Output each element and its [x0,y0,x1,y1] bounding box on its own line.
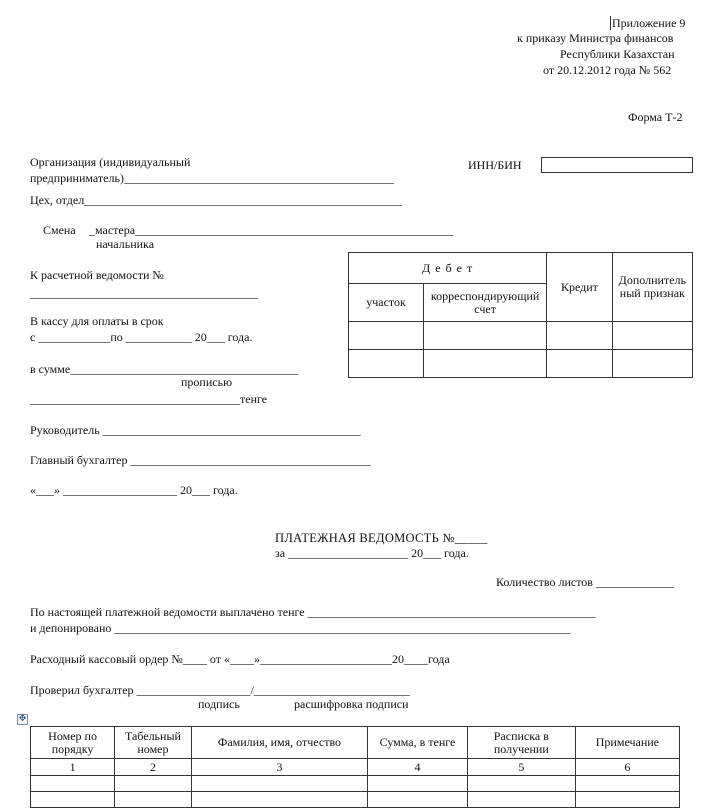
dop-header [612,253,692,322]
date-line: «___» ___________________ 20___ года. [30,483,238,497]
org-line: предприниматель)_____________________________________________ [30,171,394,185]
table-cell[interactable] [575,776,679,792]
col-number-6: 6 [575,759,679,776]
period-line: за ____________________ 20___ года. [275,546,469,560]
smena-label: Смена [43,223,76,237]
payroll-table [30,726,680,808]
korr-header [424,284,547,322]
table-cell[interactable] [424,350,547,378]
inn-label: ИНН/БИН [468,158,522,172]
table-cell[interactable] [612,322,692,350]
sheet-count-line: Количество листов _____________ [496,575,674,589]
col-header-receipt [467,727,575,759]
table-cell[interactable] [424,322,547,350]
k-raschet-label: К расчетной ведомости № [30,268,164,282]
col-number-3: 3 [191,759,367,776]
cash-order-line: Расходный кассовый ордер №____ от «____»______________________20____года [30,652,450,666]
dop-header-line2: ный признак [619,286,685,300]
header-line-1: Приложение 9 [612,16,686,30]
uchastok-header: участок [349,284,424,322]
header-line-4: от 20.12.2012 года № 562 [543,63,672,77]
header-line-2: к приказу Министра финансов [517,31,674,45]
header-line-3: Республики Казахстан [560,47,675,61]
glavbuh-line: Главный бухгалтер ________________________________________ [30,453,371,467]
col-header-sum: Сумма, в тенге [368,727,468,759]
korr-header-line2: счет [474,301,496,316]
col-header-number-line2: порядку [51,741,94,756]
table-cell[interactable] [115,776,192,792]
text-cursor [610,16,611,30]
col-header-number [31,727,115,759]
paid-line: По настоящей платежной ведомости выплачено тенге ________________________________________________ [30,605,596,619]
table-cell[interactable] [612,350,692,378]
kredit-header: Кредит [547,253,612,322]
org-label: Организация (индивидуальный [30,155,191,169]
table-cell[interactable] [349,350,424,378]
v-summe-line: в сумме______________________________________ [30,362,299,376]
col-header-number-line1: Номер по [48,728,97,743]
table-cell[interactable] [547,350,612,378]
col-header-receipt-line1: Расписка в [493,728,549,743]
col-header-receipt-line2: получении [493,741,549,756]
table-cell[interactable] [31,776,115,792]
smena-line: _мастера_____________________________________________________ [89,223,454,237]
inn-field[interactable] [541,157,693,173]
col-number-2: 2 [115,759,192,776]
accounting-row [349,350,693,378]
col-header-tab [115,727,192,759]
dop-header-line1: Дополнитель [618,273,686,287]
ceh-line: Цех, отдел_____________________________________________________ [30,193,403,207]
table-cell[interactable] [191,776,367,792]
signature-label: подпись [198,697,240,711]
col-header-tab-line2: номер [137,741,169,756]
accounting-table [348,252,693,378]
payroll-number-row [31,759,680,776]
table-cell[interactable] [467,776,575,792]
col-number-5: 5 [467,759,575,776]
tenge-line: ___________________________________тенге [30,392,268,406]
checked-line: Проверил бухгалтер ___________________/__________________________ [30,683,410,697]
table-cell[interactable] [547,322,612,350]
table-cell[interactable] [349,322,424,350]
decryption-label: расшифровка подписи [294,697,409,711]
v-kassu-label: В кассу для оплаты в срок [30,314,164,328]
deponir-line: и депонировано ____________________________________________________________________________ [30,621,571,635]
payroll-header-row [31,727,680,759]
col-number-1: 1 [31,759,115,776]
col-number-4: 4 [368,759,468,776]
smena-sub: начальника [96,237,155,251]
k-raschet-line: ______________________________________ [30,286,258,300]
accounting-row [349,322,693,350]
table-move-handle-icon[interactable]: ✥ [18,714,27,724]
table-row [31,776,680,792]
document-title: ПЛАТЕЖНАЯ ВЕДОМОСТЬ №_____ [275,531,488,545]
propisyu-label: прописью [181,375,233,389]
col-header-note: Примечание [575,727,679,759]
form-number: Форма Т-2 [628,110,683,124]
table-cell[interactable] [368,776,468,792]
korr-header-line1: корреспондирующий [430,288,540,303]
debet-header: Д е б е т [349,253,547,284]
rukovoditel-line: Руководитель ___________________________________________ [30,423,361,437]
col-header-tab-line1: Табельный [124,728,181,743]
s-po-line: с ____________по ___________ 20___ года. [30,330,253,344]
col-header-fio: Фамилия, имя, отчество [191,727,367,759]
